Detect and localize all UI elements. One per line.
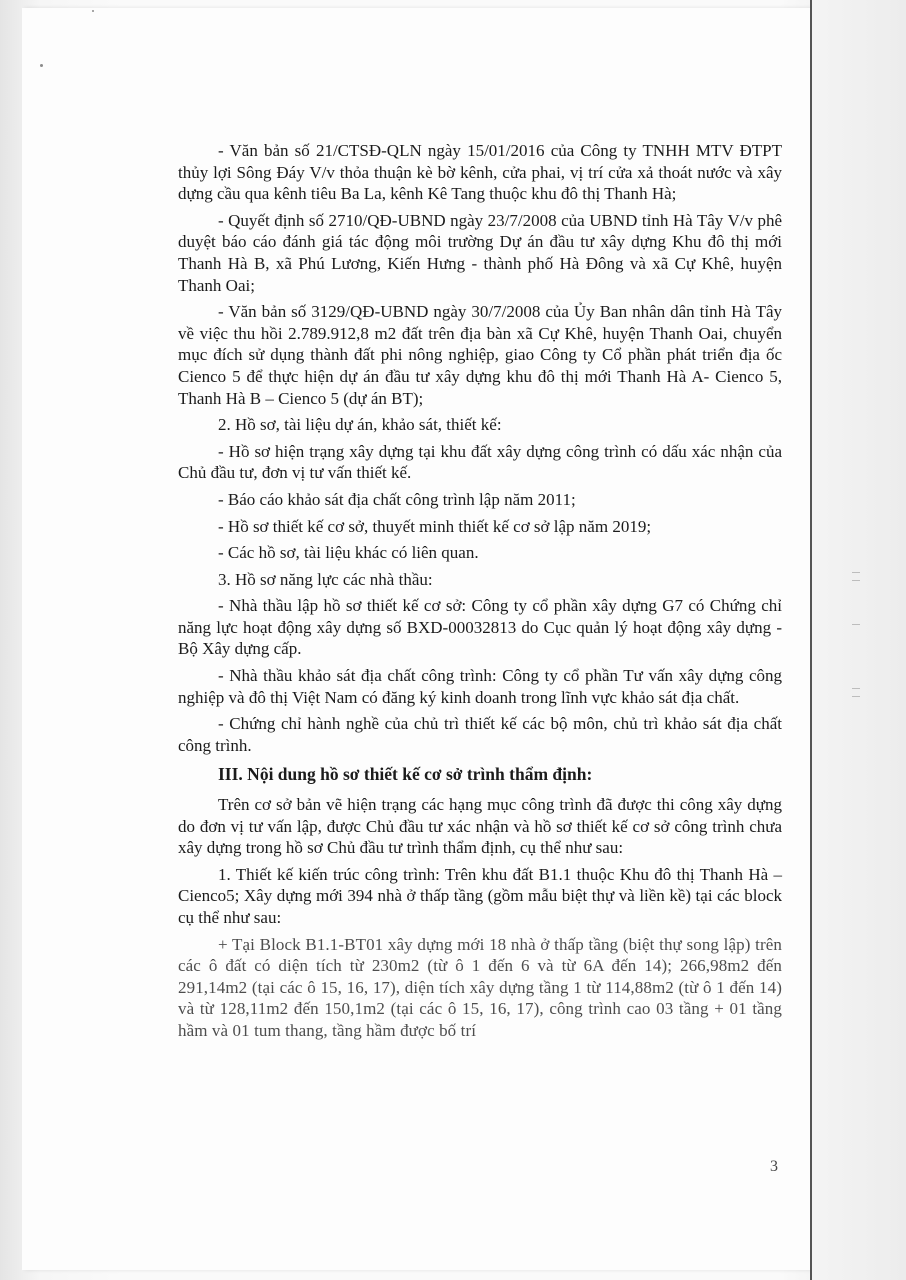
margin-mark xyxy=(852,580,860,581)
scan-dust-speck xyxy=(40,64,43,67)
margin-mark xyxy=(852,572,860,573)
section-iii-heading: III. Nội dung hồ sơ thiết kế cơ sở trình thẩm định: xyxy=(218,764,593,785)
paragraph-thiet-ke-kien-truc: 1. Thiết kế kiến trúc công trình: Trên khu đất B1.1 thuộc Khu đô thị Thanh Hà – Cienco5; Xây dựng mới 394 nhà ở thấp tầng (gồm mẫu biệt thự và liền kề) tại các block cụ thể như sau: xyxy=(178,864,782,927)
margin-mark xyxy=(852,624,860,625)
section-3-heading: 3. Hồ sơ năng lực các nhà thầu: xyxy=(218,569,433,589)
paragraph-ho-so-hien-trang: - Hồ sơ hiện trạng xây dựng tại khu đất xây dựng công trình có dấu xác nhận của Chủ đầu tư, đơn vị tư vấn thiết kế. xyxy=(178,441,782,483)
section-2-heading: 2. Hồ sơ, tài liệu dự án, khảo sát, thiết kế: xyxy=(218,415,502,435)
paragraph-ho-so-thiet-ke: - Hồ sơ thiết kế cơ sở, thuyết minh thiết kế cơ sở lập năm 2019; xyxy=(218,516,652,536)
scan-margin-strip xyxy=(812,0,906,1280)
margin-mark xyxy=(852,696,860,697)
paragraph-nha-thau-khao-sat: - Nhà thầu khảo sát địa chất công trình: Công ty cổ phần Tư vấn xây dựng công nghiệp và đô thị Việt Nam có đăng ký kinh doanh trong lĩnh vực khảo sát địa chất. xyxy=(178,666,782,707)
document-body xyxy=(178,140,782,1047)
paragraph-block-b11-bt01: + Tại Block B1.1-BT01 xây dựng mới 18 nhà ở thấp tầng (biệt thự song lập) trên các ô đất có diện tích từ 230m2 (từ ô 1 đến 6 và từ 6A đến 14); 266,98m2 đến 291,14m2 (tại các ô 15, 16, 17), diện tích xây dựng tầng 1 từ 114,88m2 (từ ô 1 đến 14) và từ 128,11m2 đến 150,1m2 (tại các ô 15, 16, 17), công trình cao 03 tầng + 01 tầng hầm và 01 tum thang, tầng hầm được bố trí xyxy=(178,934,782,1040)
paragraph-quyet-dinh-2710: - Quyết định số 2710/QĐ-UBND ngày 23/7/2008 của UBND tỉnh Hà Tây V/v phê duyệt báo cáo đánh giá tác động môi trường Dự án đầu tư xây dựng Khu đô thị mới Thanh Hà B, xã Phú Lương, Kiến Hưng - thành phố Hà Đông và xã Cự Khê, huyện Thanh Oai; xyxy=(178,210,782,295)
scan-dust-speck xyxy=(92,10,94,12)
page-number: 3 xyxy=(770,1158,778,1175)
paragraph-van-ban-3129: - Văn bản số 3129/QĐ-UBND ngày 30/7/2008 của Ủy Ban nhân dân tỉnh Hà Tây về việc thu hồi 2.789.912,8 m2 đất trên địa bàn xã Cự Khê, huyện Thanh Oai, chuyển mục đích sử dụng thành đất phi nông nghiệp, giao Công ty Cổ phần phát triển địa ốc Cienco 5 để thực hiện dự án đầu tư xây dựng khu đô thị mới Thanh Hà A- Cienco 5, Thanh Hà B – Cienco 5 (dự án BT); xyxy=(178,302,782,408)
paragraph-tren-co-so: Trên cơ sở bản vẽ hiện trạng các hạng mục công trình đã được thi công xây dựng do đơn vị tư vấn lập, được Chủ đầu tư xác nhận và hồ sơ thiết kế cơ sở công trình chưa xây dựng trong hồ sơ Chủ đầu tư trình thẩm định, cụ thể như sau: xyxy=(178,795,782,858)
paragraph-van-ban-21: - Văn bản số 21/CTSĐ-QLN ngày 15/01/2016 của Công ty TNHH MTV ĐTPT thủy lợi Sông Đáy V/v thỏa thuận kè bờ kênh, cửa phai, vị trí cửa xả thoát nước và xây dựng cầu qua kênh tiêu Ba La, kênh Kê Tang thuộc khu đô thị Thanh Hà; xyxy=(178,141,782,204)
paragraph-bao-cao-khao-sat: - Báo cáo khảo sát địa chất công trình lập năm 2011; xyxy=(218,489,576,509)
paragraph-cac-ho-so-khac: - Các hồ sơ, tài liệu khác có liên quan. xyxy=(218,543,479,563)
page-edge-line xyxy=(810,0,812,1280)
paragraph-nha-thau-thiet-ke: - Nhà thầu lập hồ sơ thiết kế cơ sở: Công ty cổ phần xây dựng G7 có Chứng chỉ năng lực hoạt động xây dựng số BXD-00032813 do Cục quản lý hoạt động xây dựng - Bộ Xây dựng cấp. xyxy=(178,596,782,659)
margin-mark xyxy=(852,688,860,689)
paragraph-chung-chi: - Chứng chỉ hành nghề của chủ trì thiết kế các bộ môn, chủ trì khảo sát địa chất công trình. xyxy=(178,714,782,755)
